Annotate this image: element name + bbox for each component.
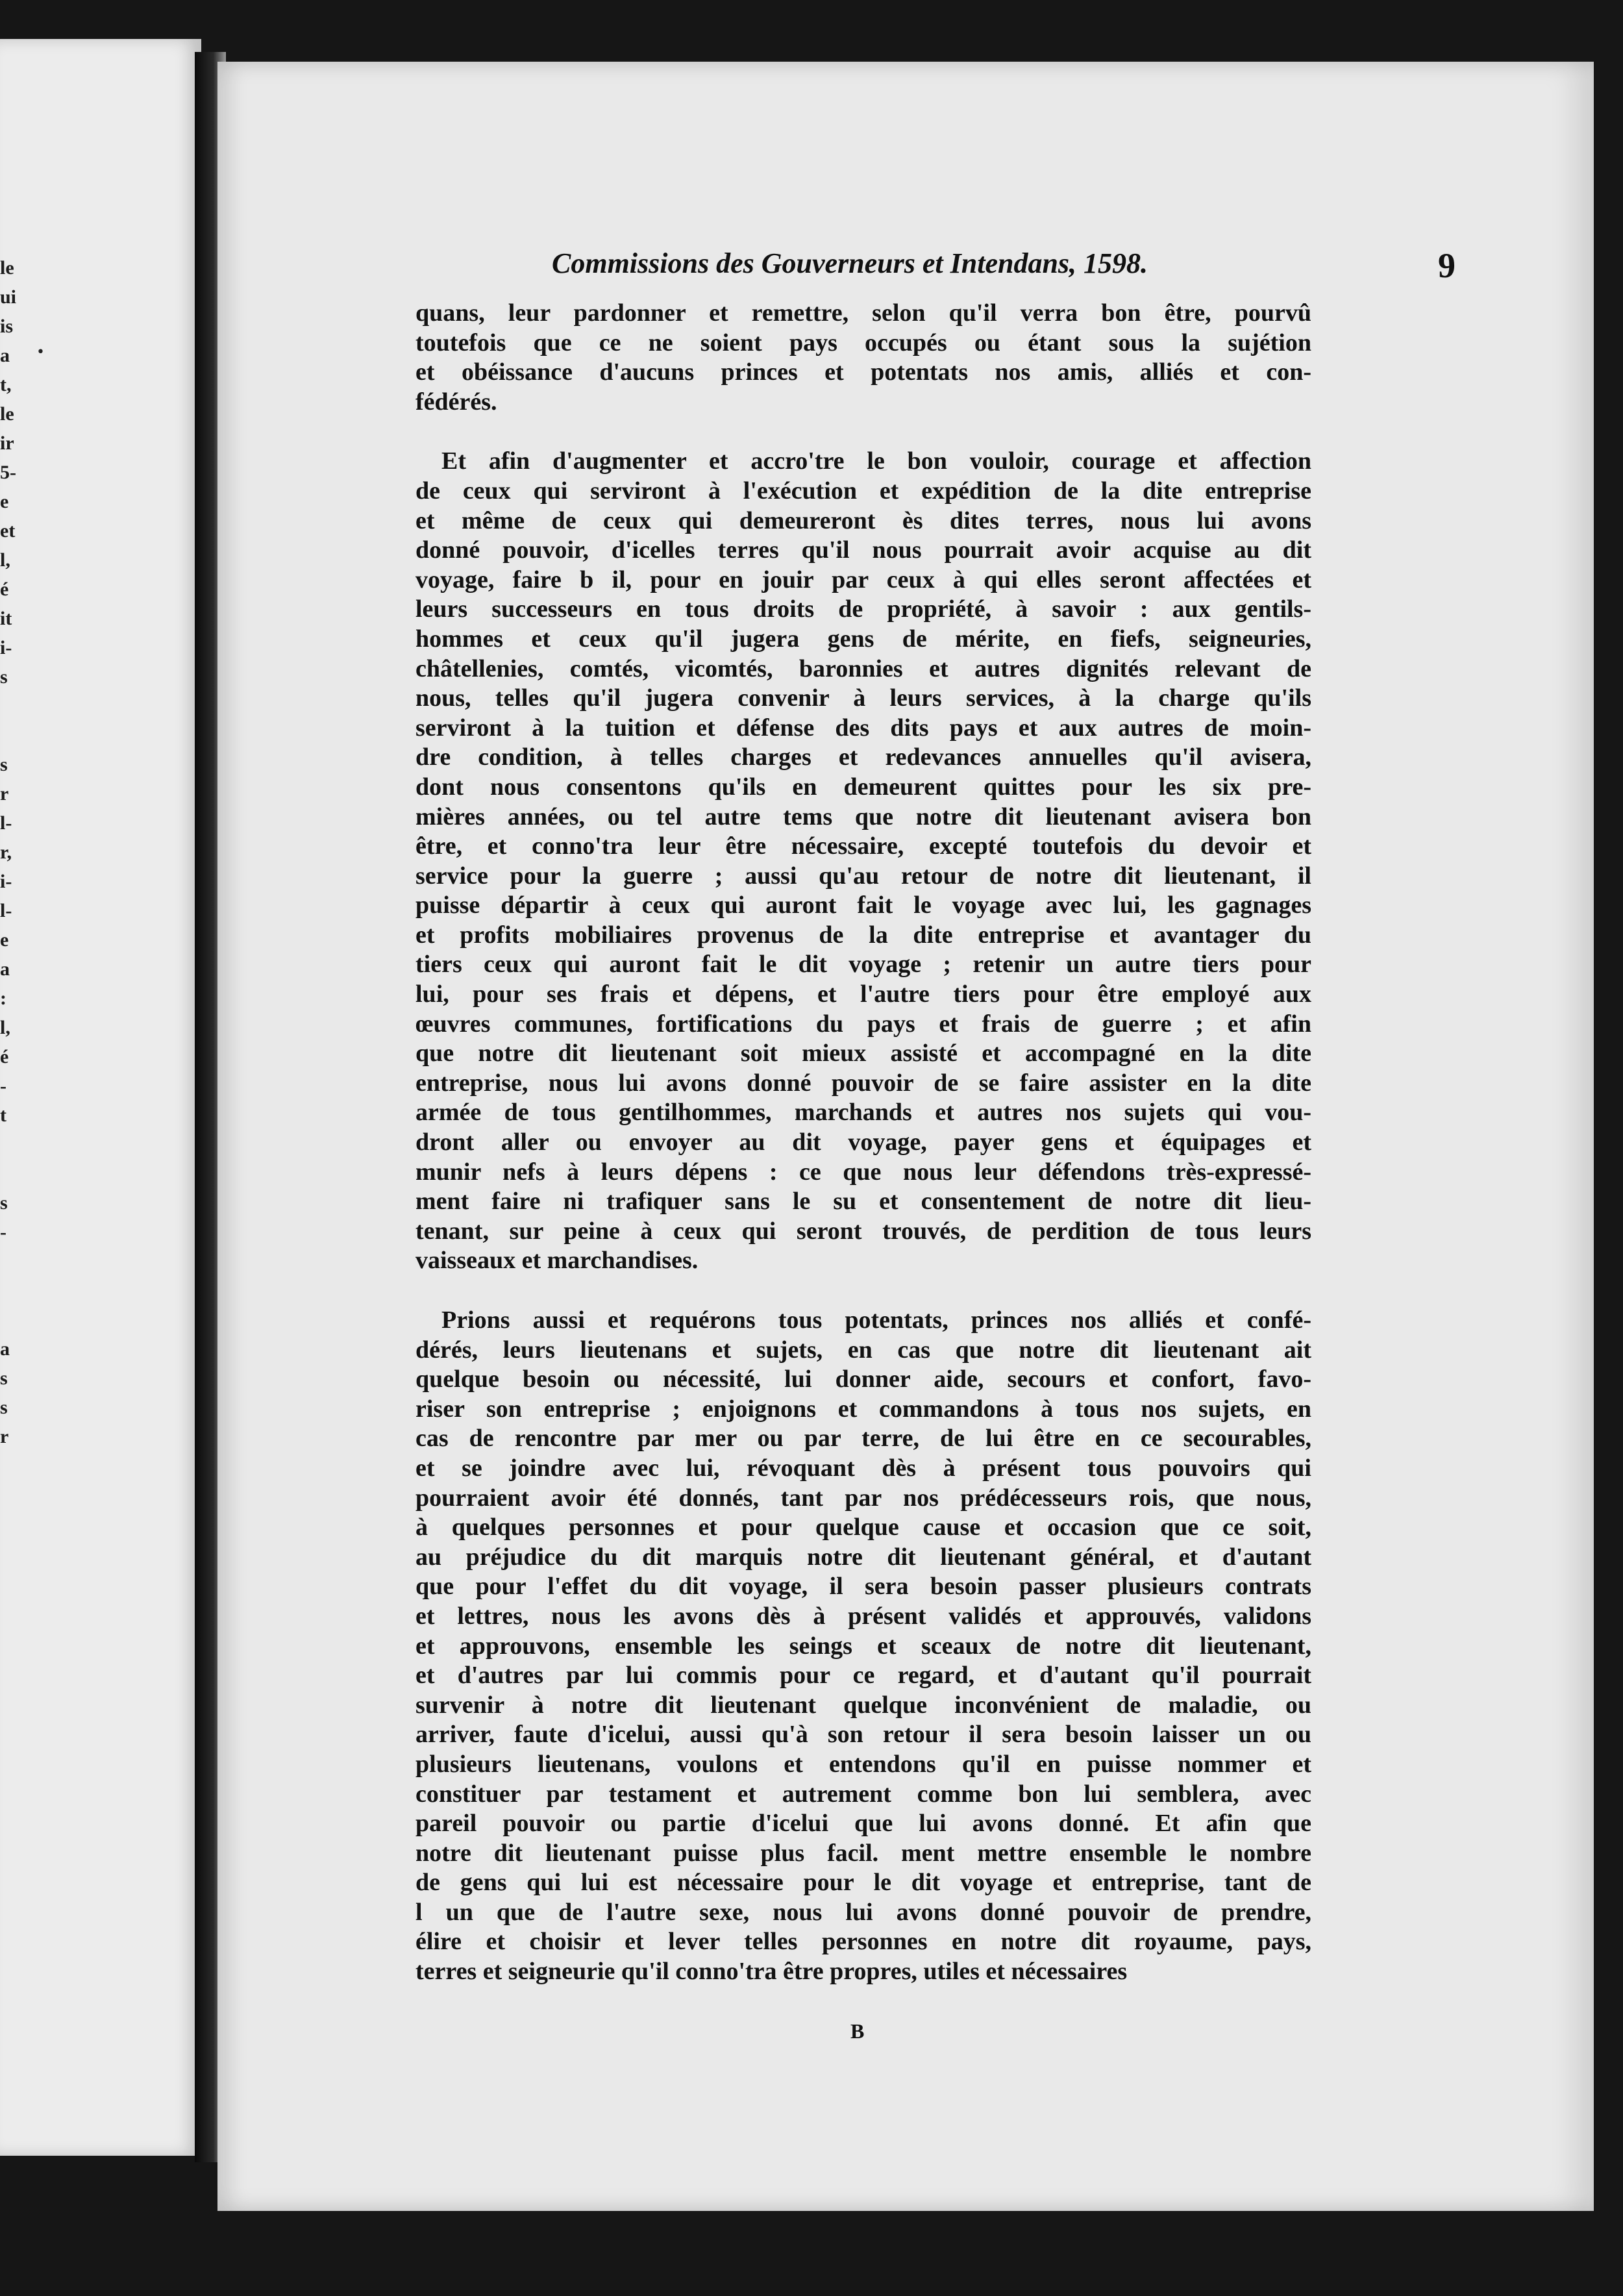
margin-fragment: s [0,1397,8,1418]
text-line: dre condition, à telles charges et redevances annuelles qu'il avisera, [415,743,1311,771]
signature-mark: B [850,2019,865,2043]
margin-fragment: ir [0,432,14,454]
margin-fragment [0,1305,39,1334]
text-line: quelque besoin ou nécessité, lui donner aide, secours et confort, favo- [415,1366,1311,1393]
margin-fragment: et [0,520,16,542]
margin-fragment: t, [0,374,12,395]
text-line: de ceux qui serviront à l'exécution et expédition de la dite entreprise [415,477,1311,505]
paragraph [415,1306,1311,1987]
margin-fragment: is [0,316,14,337]
text-line: et se joindre avec lui, révoquant dès à présent tous pouvoirs qui [415,1454,1311,1482]
text-line: et même de ceux qui demeureront ès dites terres, nous lui avons [415,506,1311,534]
margin-fragment: l, [0,1017,10,1038]
text-line: dérés, leurs lieutenans et sujets, en cas que notre dit lieutenant ait [415,1336,1311,1364]
text-line: leurs successeurs en tous droits de propriété, à savoir : aux gentils- [415,595,1311,623]
text-line: vaisseaux et marchandises. [415,1247,699,1275]
text-line: que notre dit lieutenant soit mieux assisté et accompagné en la dite [415,1040,1311,1067]
margin-fragment: s [0,1192,8,1214]
margin-fragment: t [0,1104,6,1126]
margin-fragment [0,692,39,721]
text-line: lui, pour ses frais et dépens, et l'autre tiers pour être employé aux [415,980,1311,1008]
text-line: entreprise, nous lui avons donné pouvoir de se faire assister en la dite [415,1069,1311,1097]
margin-fragment: i- [0,637,12,658]
margin-fragment: s [0,754,8,775]
text-line: donné pouvoir, d'icelles terres qu'il nous pourrait avoir acquise au dit [415,536,1311,564]
text-line: que pour l'effet du dit voyage, il sera besoin passer plusieurs contrats [415,1573,1311,1601]
text-line: et approuvons, ensemble les seings et sceaux de notre dit lieutenant, [415,1632,1311,1660]
margin-fragment: ui [0,286,17,308]
margin-fragment: le [0,403,14,425]
left-page [0,39,201,2156]
margin-fragment: a [0,958,10,980]
margin-fragment: i- [0,871,12,892]
text-line: notre dit lieutenant puisse plus facil. ment mettre ensemble le nombre [415,1839,1311,1867]
text-line: et d'autres par lui commis pour ce regard, et d'autant qu'il pourrait [415,1662,1311,1690]
text-line: ment faire ni trafiquer sans le su et consentement de notre dit lieu- [415,1188,1311,1216]
body-text [415,299,1311,1987]
text-line: de gens qui lui est nécessaire pour le dit voyage et entreprise, tant de [415,1869,1311,1897]
text-line: constituer par testament et autrement comme bon lui semblera, avec [415,1780,1311,1808]
text-line: être, et conno'tra leur être nécessaire, excepté toutefois du devoir et [415,832,1311,860]
text-line: dont nous consentons qu'ils en demeurent quittes pour les six pre- [415,773,1311,801]
margin-fragment: it [0,608,12,629]
margin-fragment [0,721,39,750]
margin-fragment: l- [0,812,12,834]
margin-fragment: le [0,257,14,279]
text-line: et lettres, nous les avons dès à présent validés et approuvés, validons [415,1602,1311,1630]
margin-fragment: a [0,345,10,366]
text-line: Prions aussi et requérons tous potentats, princes nos alliés et confé- [441,1306,1311,1334]
margin-fragment: é [0,579,9,600]
text-line: toutefois que ce ne soient pays occupés ou étant sous la sujétion [415,329,1311,356]
paragraph [415,447,1311,1276]
text-line: tenant, sur peine à ceux qui seront trouvés, de perdition de tous leurs [415,1217,1311,1245]
text-line: nous, telles qu'il jugera convenir à leurs services, à la charge qu'ils [415,684,1311,712]
margin-fragment: 5- [0,462,16,483]
margin-fragment: r, [0,842,12,863]
text-line: pourraient avoir été donnés, tant par nos prédécesseurs rois, que nous, [415,1484,1311,1512]
text-line: survenir à notre dit lieutenant quelque inconvénient de maladie, ou [415,1691,1311,1719]
text-line: l un que de l'autre sexe, nous lui avons donné pouvoir de prendre, [415,1898,1311,1926]
text-line: et obéissance d'aucuns princes et potentats nos amis, alliés et con- [415,358,1311,386]
margin-fragment [0,1276,39,1305]
running-head: Commissions des Gouverneurs et Intendans, 1598. [552,247,1148,279]
text-line: arriver, faute d'icelui, aussi qu'à son retour il sera besoin laisser un ou [415,1721,1311,1749]
text-line: voyage, faire b il, pour en jouir par ceux à qui elles seront affectées et [415,566,1311,593]
margin-fragment: e [0,929,9,951]
text-line: au préjudice du dit marquis notre dit lieutenant général, et d'autant [415,1543,1311,1571]
text-line: et profits mobiliaires provenus de la dite entreprise et avantager du [415,921,1311,949]
text-line: châtellenies, comtés, vicomtés, baronnies et autres dignités relevant de [415,655,1311,682]
text-line: puisse départir à ceux qui auront fait le voyage avec lui, les gagnages [415,892,1311,919]
text-line: élire et choisir et lever telles personnes en notre dit royaume, pays, [415,1928,1311,1956]
margin-fragment: - [0,1221,6,1243]
margin-fragment: - [0,1075,6,1097]
text-line: serviront à la tuition et défense des dits pays et aux autres de moin- [415,714,1311,742]
text-line: tiers ceux qui auront fait le dit voyage ; retenir un autre tiers pour [415,951,1311,979]
text-line: pareil pouvoir ou partie d'icelui que lui avons donné. Et afin que [415,1810,1311,1838]
text-line: cas de rencontre par mer ou par terre, de lui être en ce secourables, [415,1425,1311,1453]
margin-fragment: e [0,491,9,512]
margin-fragment: é [0,1046,9,1067]
text-line: œuvres communes, fortifications du pays et frais de guerre ; et afin [415,1010,1311,1038]
margin-fragment: : [0,988,6,1009]
margin-fragment [0,1159,39,1188]
text-line: plusieurs lieutenans, voulons et entendons qu'il en puisse nommer et [415,1750,1311,1778]
margin-fragment [0,1130,39,1159]
paragraph [415,299,1311,417]
text-line: service pour la guerre ; aussi qu'au retour de notre dit lieutenant, il [415,862,1311,890]
margin-fragment: l, [0,549,10,571]
margin-fragment: r [0,783,9,805]
margin-fragment: s [0,1367,8,1389]
margin-fragment: l- [0,900,12,921]
text-line: riser son entreprise ; enjoignons et commandons à tous nos sujets, en [415,1395,1311,1423]
margin-fragment: r [0,1426,9,1447]
margin-fragment [0,1247,39,1276]
text-line: fédérés. [415,388,497,416]
text-line: hommes et ceux qu'il jugera gens de mérite, en fiefs, seigneuries, [415,625,1311,653]
margin-fragment: a [0,1338,10,1360]
speck-mark: • [36,344,45,360]
left-page-margin-fragments [0,253,39,1451]
text-line: terres et seigneurie qu'il conno'tra être propres, utiles et nécessaires [415,1958,1128,1986]
text-line: quans, leur pardonner et remettre, selon qu'il verra bon être, pourvû [415,299,1311,327]
text-line: Et afin d'augmenter et accro'tre le bon vouloir, courage et affection [441,447,1311,475]
margin-fragment: s [0,666,8,688]
text-line: dront aller ou envoyer au dit voyage, payer gens et équipages et [415,1129,1311,1156]
text-line: à quelques personnes et pour quelque cause et occasion que ce soit, [415,1514,1311,1541]
text-line: armée de tous gentilhommes, marchands et autres nos sujets qui vou- [415,1099,1311,1127]
text-line: munir nefs à leurs dépens : ce que nous leur défendons très-expressé- [415,1158,1311,1186]
page-number: 9 [1438,246,1456,285]
text-line: mières années, ou tel autre tems que notre dit lieutenant avisera bon [415,803,1311,830]
